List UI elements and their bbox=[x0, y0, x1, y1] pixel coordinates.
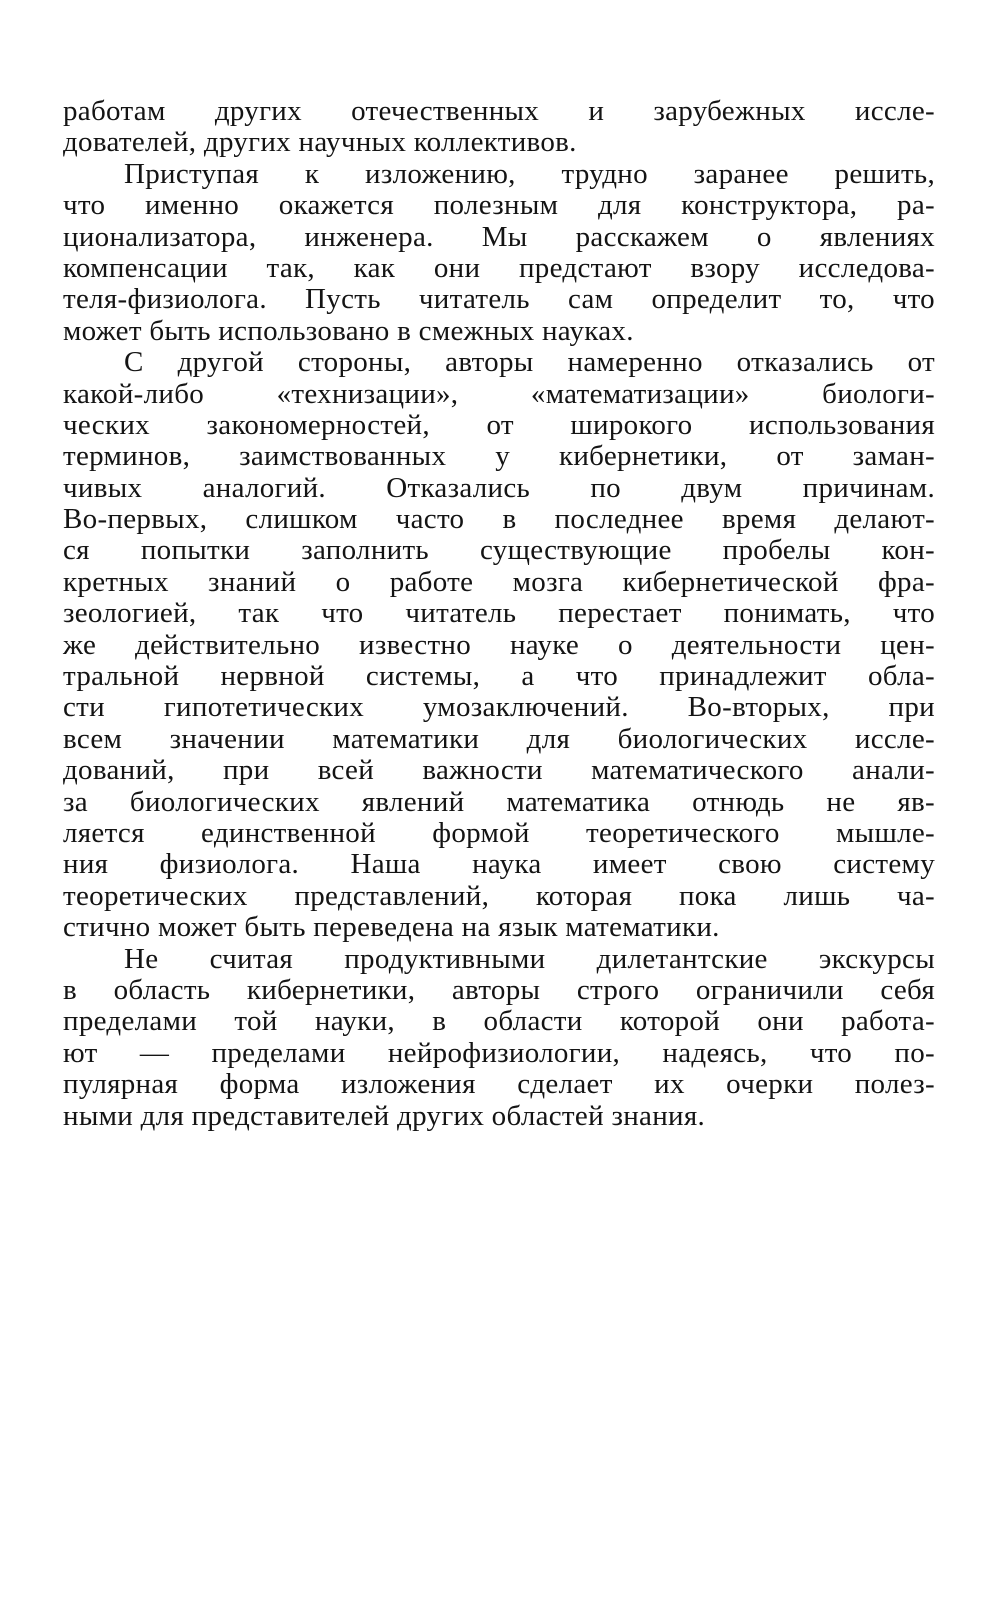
text-line: дований, при всей важности математического анали- bbox=[63, 754, 935, 787]
text-line: сти гипотетических умозаключений. Во-вторых, при bbox=[63, 691, 935, 724]
text-line: теоретических представлений, которая пока лишь ча- bbox=[63, 879, 935, 912]
text-line: что именно окажется полезным для конструктора, ра- bbox=[63, 189, 935, 222]
text-line: в область кибернетики, авторы строго ограничили себя bbox=[63, 973, 935, 1006]
text-line: ляется единственной формой теоретического мышле- bbox=[63, 816, 935, 849]
paragraph-1 bbox=[63, 96, 935, 159]
text-line: терминов, заимствованных у кибернетики, от заман- bbox=[63, 440, 935, 473]
text-line: же действительно известно науке о деятельности цен- bbox=[63, 628, 935, 661]
text-line: теля-физиолога. Пусть читатель сам определит то, что bbox=[63, 283, 935, 316]
text-line: Не считая продуктивными дилетантские экскурсы bbox=[124, 942, 935, 975]
text-line: пределами той науки, в области которой они работа- bbox=[63, 1005, 935, 1038]
book-page bbox=[63, 96, 935, 1132]
text-line: зеологией, так что читатель перестает понимать, что bbox=[63, 597, 935, 630]
text-line: чивых аналогий. Отказались по двум причинам. bbox=[63, 471, 935, 504]
text-line: всем значении математики для биологических иссле- bbox=[63, 722, 935, 755]
text-line: Во-первых, слишком часто в последнее время делают- bbox=[63, 503, 935, 536]
text-line: ционализатора, инженера. Мы расскажем о явлениях bbox=[63, 220, 935, 253]
text-line: компенсации так, как они предстают взору исследова- bbox=[63, 251, 935, 284]
text-line: ся попытки заполнить существующие пробелы кон- bbox=[63, 534, 935, 567]
text-line: стично может быть переведена на язык математики. bbox=[63, 911, 720, 944]
text-line: Приступая к изложению, трудно заранее решить, bbox=[124, 157, 935, 190]
text-line: С другой стороны, авторы намеренно отказались от bbox=[124, 346, 935, 379]
text-line: работам других отечественных и зарубежных иссле- bbox=[63, 95, 935, 127]
paragraph-3 bbox=[63, 347, 935, 943]
text-line: ния физиолога. Наша наука имеет свою систему bbox=[63, 848, 935, 881]
text-line: какой-либо «технизации», «математизации» биологи- bbox=[63, 377, 935, 410]
text-line: ют — пределами нейрофизиологии, надеясь, что по- bbox=[63, 1036, 935, 1069]
text-line: за биологических явлений математика отнюдь не яв- bbox=[63, 785, 935, 818]
text-line: ческих закономерностей, от широкого использования bbox=[63, 408, 935, 441]
text-line: дователей, других научных коллективов. bbox=[63, 126, 577, 159]
text-line: ными для представителей других областей знания. bbox=[63, 1099, 706, 1132]
paragraph-2 bbox=[63, 159, 935, 347]
text-line: пулярная форма изложения сделает их очерки полез- bbox=[63, 1068, 935, 1101]
text-line: тральной нервной системы, а что принадлежит обла- bbox=[63, 660, 935, 693]
text-line: кретных знаний о работе мозга кибернетической фра- bbox=[63, 565, 935, 598]
text-line: может быть использовано в смежных науках. bbox=[63, 314, 634, 347]
paragraph-4 bbox=[63, 944, 935, 1132]
